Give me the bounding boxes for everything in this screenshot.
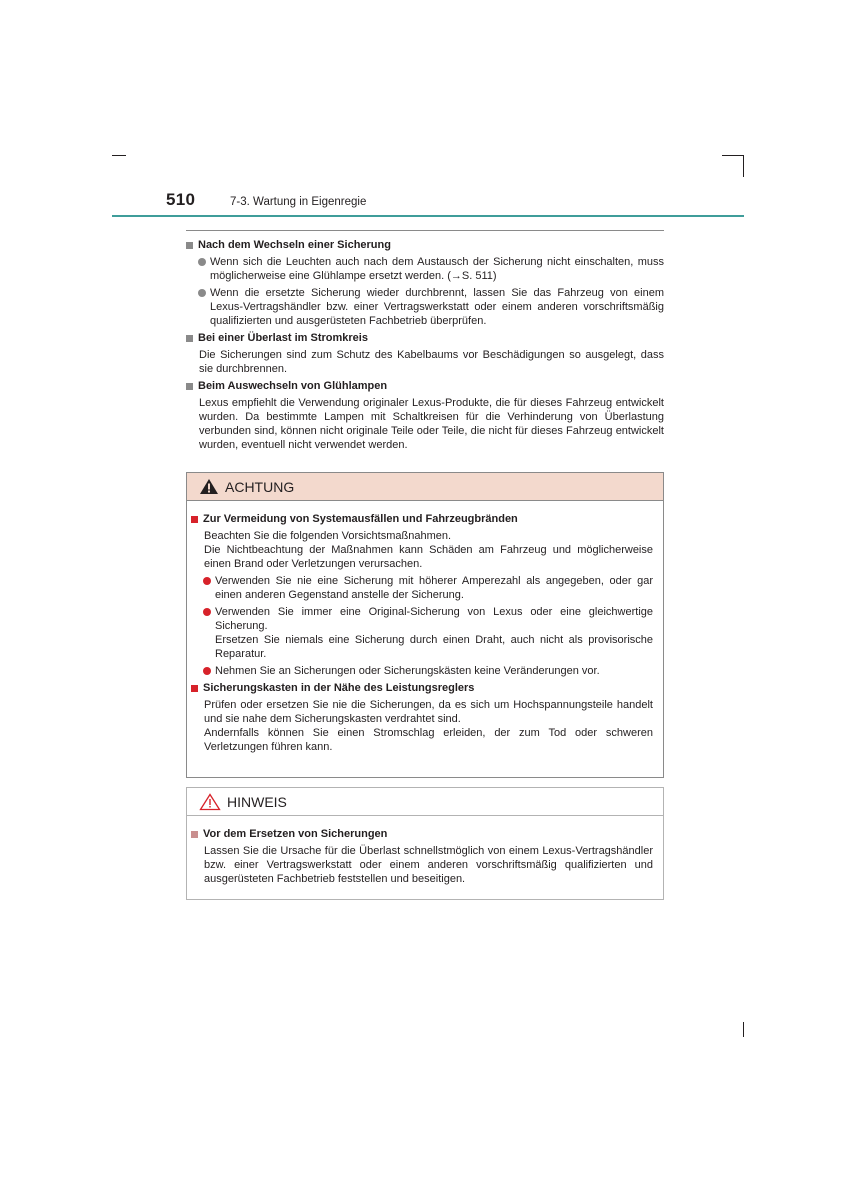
section-paragraph: Die Sicherungen sind zum Schutz des Kabelbaums vor Beschädigungen so ausgelegt, dass sie durchbrennen. [199, 349, 664, 375]
warning-triangle-icon [199, 478, 219, 495]
section-heading: Bei einer Überlast im Stromkreis [186, 331, 664, 345]
bullet-item: Verwenden Sie nie eine Sicherung mit höherer Amperezahl als angegeben, oder gar einen anderen Gegenstand anstelle der Sicherung. [203, 574, 653, 602]
warning-box [186, 472, 664, 778]
warning-body [187, 501, 663, 754]
caution-triangle-icon [199, 793, 221, 811]
note-body [187, 816, 663, 886]
header-rule [112, 215, 744, 217]
warning-paragraph: Prüfen oder ersetzen Sie nie die Sicherungen, da es sich um Hochspannungsteile handelt und sie nahe dem Sicherungskasten verdrahtet sind. [204, 699, 653, 725]
round-bullet-icon [203, 608, 211, 616]
warning-heading: Zur Vermeidung von Systemausfällen und Fahrzeugbränden [191, 512, 653, 526]
note-title: HINWEIS [227, 793, 287, 810]
page-number: 510 [166, 190, 196, 209]
square-bullet-icon [186, 242, 193, 249]
crop-mark-top-right-v [743, 155, 744, 177]
section-title: 7-3. Wartung in Eigenregie [230, 196, 367, 208]
round-bullet-icon [198, 258, 206, 266]
round-bullet-icon [198, 289, 206, 297]
warning-paragraph: Die Nichtbeachtung der Maßnahmen kann Schäden am Fahrzeug und möglicherweise einen Brand oder Verletzungen verursachen. [204, 544, 653, 570]
note-box [186, 787, 664, 900]
bullet-item: Nehmen Sie an Sicherungen oder Sicherungskästen keine Veränderungen vor. [203, 664, 653, 678]
bullet-item: Verwenden Sie immer eine Original-Sicherung von Lexus oder eine gleichwertige Sicherung. Ersetzen Sie niemals eine Sicherung durch einen Draht, auch nicht als provisorische Reparatur. [203, 605, 653, 661]
warning-paragraph: Andernfalls können Sie einen Stromschlag erleiden, der zum Tod oder schweren Verletzungen führen kann. [204, 727, 653, 753]
bullet-item: Wenn sich die Leuchten auch nach dem Austausch der Sicherung nicht einschalten, muss möglicherweise eine Glühlampe ersetzt werden. (→S. 511) [198, 255, 664, 283]
crop-mark-top-left [112, 155, 126, 156]
main-content [186, 238, 664, 452]
note-heading: Vor dem Ersetzen von Sicherungen [191, 827, 653, 841]
square-bullet-icon [186, 335, 193, 342]
section-heading: Nach dem Wechseln einer Sicherung [186, 238, 664, 252]
bullet-item: Wenn die ersetzte Sicherung wieder durchbrennt, lassen Sie das Fahrzeug von einem Lexus-Vertragshändler bzw. einer Vertragswerkstatt oder einem anderen vorschriftsmäßig qualifizierten und ausgerüsteten Fachbetrieb überprüfen. [198, 286, 664, 328]
warning-paragraph: Beachten Sie die folgenden Vorsichtsmaßnahmen. [204, 530, 452, 542]
crop-mark-top-right-h [722, 155, 744, 156]
round-bullet-icon [203, 577, 211, 585]
warning-heading: Sicherungskasten in der Nähe des Leistungsreglers [191, 681, 653, 695]
round-bullet-icon [203, 667, 211, 675]
warning-box-header [187, 473, 663, 501]
square-bullet-icon [191, 831, 198, 838]
note-paragraph: Lassen Sie die Ursache für die Überlast schnellstmöglich von einem Lexus-Vertragshändler bzw. einer Vertragswerkstatt oder einem anderen vorschriftsmäßig qualifizierten und ausgerüsteten Fachbetrieb feststellen und beseitigen. [204, 845, 653, 885]
note-box-header [187, 788, 663, 816]
crop-mark-bottom-right [743, 1022, 744, 1037]
content-rule [186, 230, 664, 231]
square-bullet-icon [186, 383, 193, 390]
section-paragraph: Lexus empfiehlt die Verwendung originaler Lexus-Produkte, die für dieses Fahrzeug entwickelt wurden. Da bestimmte Lampen mit Schaltkreisen für die Verhinderung von Überlastung verbunden sind, können nicht originale Teile oder Teile, die nicht für dieses Fahrzeug entwickelt wurden, eventuell nicht verwendet werden. [199, 397, 664, 451]
square-bullet-icon [191, 516, 198, 523]
section-heading: Beim Auswechseln von Glühlampen [186, 379, 664, 393]
square-bullet-icon [191, 685, 198, 692]
warning-title: ACHTUNG [225, 478, 295, 495]
